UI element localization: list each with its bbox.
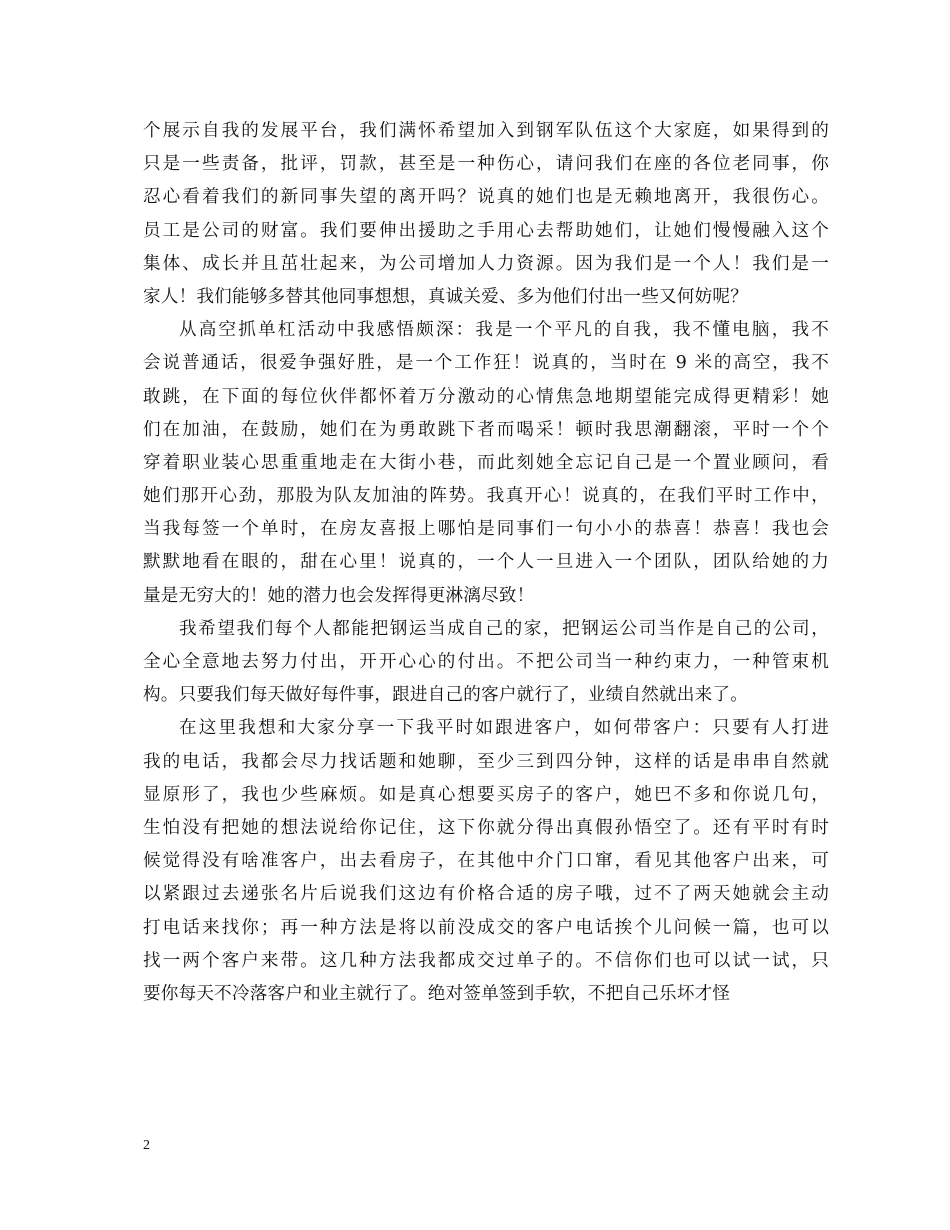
text-line: 员工是公司的财富。我们要伸出援助之手用心去帮助她们，让她们慢慢融入这个 (143, 220, 829, 241)
text-line: 们在加油，在鼓励，她们在为勇敢跳下者而喝采！顿时我思潮翻滚，平时一个个 (143, 419, 829, 440)
text-line: 显原形了，我也少些麻烦。如是真心想要买房子的客户，她巴不多和你说几句， (143, 784, 829, 805)
text-line: 会说普通话，很爱争强好胜，是一个工作狂！说真的，当时在 9 米的高空，我不 (143, 353, 829, 374)
text-line: 以紧跟过去递张名片后说我们这边有价格合适的房子哦，过不了两天她就会主动 (143, 884, 829, 905)
text-line: 个展示自我的发展平台，我们满怀希望加入到钢军队伍这个大家庭，如果得到的 (143, 121, 829, 141)
text-line: 当我每签一个单时，在房友喜报上哪怕是同事们一句小小的恭喜！恭喜！我也会 (143, 519, 829, 540)
text-line: 我的电话，我都会尽力找话题和她聊，至少三到四分钟，这样的话是串串自然就 (143, 751, 829, 772)
text-line: 全心全意地去努力付出，开开心心的付出。不把公司当一种约束力，一种管束机 (143, 652, 829, 672)
text-line: 她们那开心劲，那股为队友加油的阵势。我真开心！说真的，在我们平时工作中， (143, 486, 829, 507)
paragraph-first-line: 在这里我想和大家分享一下我平时如跟进客户，如何带客户：只要有人打进 (179, 718, 829, 739)
body-text (143, 115, 829, 1011)
text-line: 穿着职业装心思重重地走在大街小巷，而此刻她全忘记自己是一个置业顾问，看 (143, 452, 829, 473)
text-line: 生怕没有把她的想法说给你记住，这下你就分得出真假孙悟空了。还有平时有时 (143, 817, 829, 838)
text-line: 默默地看在眼的，甜在心里！说真的，一个人一旦进入一个团队，团队给她的力 (143, 552, 829, 573)
text-line: 候觉得没有啥准客户，出去看房子，在其他中介门口窜，看见其他客户出来，可 (143, 851, 829, 872)
page-number: 2 (143, 1138, 150, 1153)
text-line: 只是一些责备，批评，罚款，甚至是一种伤心，请问我们在座的各位老同事，你 (143, 154, 829, 175)
text-line: 家人！我们能够多替其他同事想想，真诚关爱、多为他们付出一些又何妨呢？ (143, 286, 748, 307)
text-line: 找一两个客户来带。这几种方法我都成交过单子的。不信你们也可以试一试，只 (143, 950, 829, 971)
paragraph-first-line: 从高空抓单杠活动中我感悟颇深：我是一个平凡的自我，我不懂电脑，我不 (179, 320, 829, 341)
text-line: 打电话来找你；再一种方法是将以前没成交的客户电话挨个儿问候一篇，也可以 (143, 917, 829, 938)
text-line: 构。只要我们每天做好每件事，跟进自己的客户就行了，业绩自然就出来了。 (143, 685, 748, 706)
paragraph-first-line: 我希望我们每个人都能把钢运当成自己的家，把钢运公司当作是自己的公司， (179, 618, 829, 639)
text-line: 量是无穷大的！她的潜力也会发挥得更淋漓尽致！ (143, 585, 535, 606)
text-line: 集体、成长并且茁壮起来，为公司增加人力资源。因为我们是一个人！我们是一 (143, 253, 829, 274)
text-line: 敢跳，在下面的每位伙伴都怀着万分激动的心情焦急地期望能完成得更精彩！她 (143, 386, 829, 407)
text-line: 要你每天不冷落客户和业主就行了。绝对签单签到手软，不把自己乐坏才怪 (143, 983, 731, 1004)
text-line: 忍心看着我们的新同事失望的离开吗？说真的她们也是无赖地离开，我很伤心。 (143, 187, 829, 208)
